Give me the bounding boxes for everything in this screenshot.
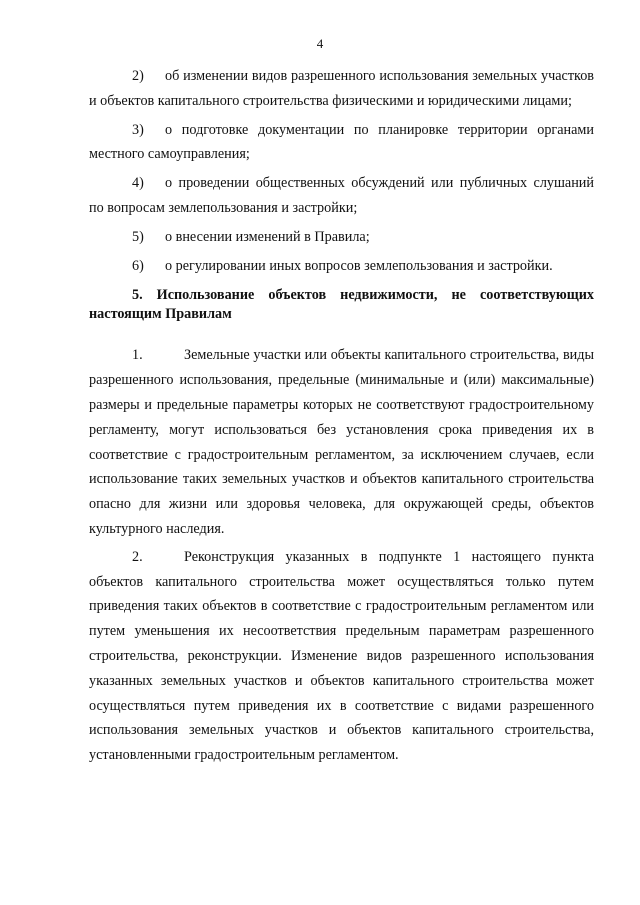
list-item xyxy=(89,171,594,221)
section-heading: 5. Использование объектов недвижимости, не соответствующих настоящим Правилам xyxy=(89,287,594,323)
paragraph xyxy=(89,343,594,541)
page-number: 4 xyxy=(316,36,324,51)
paragraph-text: Реконструкция указанных в подпункте 1 настоящего пункта объектов капитального строительства может осуществляться только путем приведения таких объектов в соответствие с градостроительным регламентом или путем уменьшения их несоответствия предельным параметрам разрешенного строительства, реконструкции. Изменение видов разрешенного использования указанных земельных участков и объектов капитального строительства может осуществляться путем приведения их в соответствие с видами разрешенного использования земельных участков и объектов капитального строительства, установленными градостроительным регламентом. xyxy=(89,548,594,764)
list-item-number: 2) xyxy=(132,68,144,84)
list-item xyxy=(89,118,594,168)
document-body xyxy=(89,64,594,771)
list-item xyxy=(89,254,594,279)
list-item xyxy=(89,64,594,114)
list-item-number: 4) xyxy=(132,175,144,192)
list-item-text: об изменении видов разрешенного использования земельных участков и объектов капитального строительства физическими и юридическими лицами; xyxy=(89,68,594,109)
list-item xyxy=(89,225,594,250)
list-item-number: 5) xyxy=(132,228,144,245)
list-item-text: о проведении общественных обсуждений или публичных слушаний по вопросам землепользования и застройки; xyxy=(89,175,594,216)
list-item-number: 6) xyxy=(132,257,144,274)
paragraph-text: Земельные участки или объекты капитального строительства, виды разрешенного использования, предельные (минимальные и (или) максимальные) размеры и предельные параметры которых не соответствуют градостроительному регламенту, могут использоваться без установления срока приведения их в соответствие с градостроительным регламентом, за исключением случаев, если использование таких земельных участков и объектов капитального строительства опасно для жизни или здоровья человека, для окружающей среды, объектов культурного наследия. xyxy=(89,347,594,537)
list-item-text: о внесении изменений в Правила; xyxy=(165,228,370,245)
list-item-text: о регулировании иных вопросов землепользования и застройки. xyxy=(165,257,553,274)
paragraph xyxy=(89,545,594,768)
paragraph-number: 1. xyxy=(132,347,143,364)
list-item-number: 3) xyxy=(132,121,144,138)
paragraph-number: 2. xyxy=(132,548,143,565)
list-item-text: о подготовке документации по планировке территории органами местного самоуправления; xyxy=(89,121,594,163)
